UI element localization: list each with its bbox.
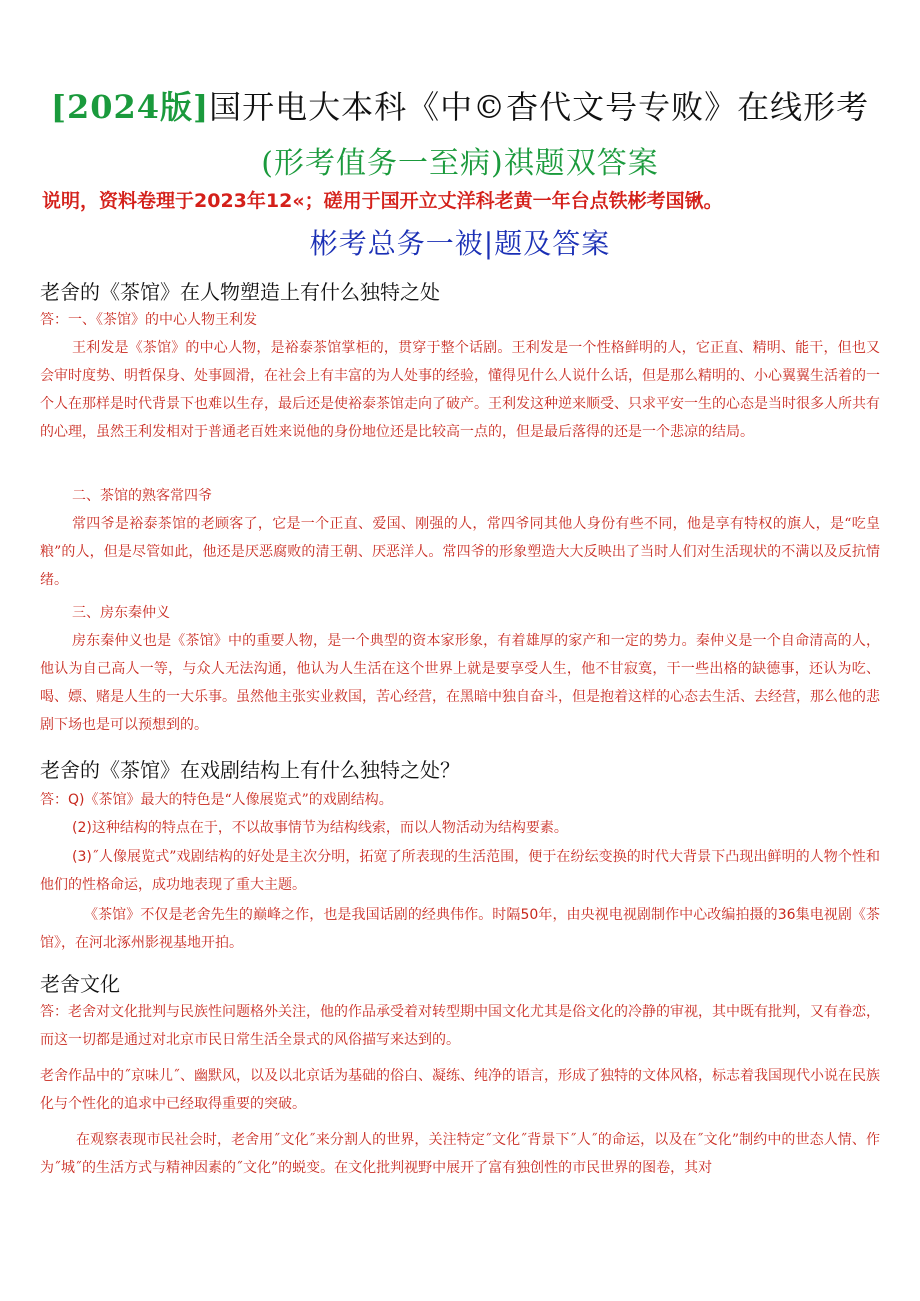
q2-point-3: (3)˝人像展览式”戏剧结构的好处是主次分明，拓宽了所表现的生活范围，便于在纷纭变换的时代大背景下凸现出鲜明的人物个性和他们的性格命运，成功地表现了重大主题。 (40, 849, 880, 893)
q1-subheading-chang-siye: 二、茶馆的熟客常四爷 (72, 488, 212, 504)
question-3-heading: 老舍文化 (40, 972, 120, 996)
q2-point-2: (2)这种结构的特点在于，不以故事情节为结构线索，而以人物活动为结构要素。 (72, 820, 568, 836)
q1-paragraph-qin-zhongyi: 房东秦仲义也是《茶馆》中的重要人物，是一个典型的资本家形象，有着雄厚的家产和一定的势力。秦仲义是一个自命清高的人，他认为自己高人一等，与众人无法沟通，他认为人生活在这个世界上就是要享受人生，他不甘寂寞，干一些出格的缺德事，还认为吃、喝、嫖、赌是人生的一大乐事。虽然他主张实业救国，苦心经营，在黑暗中独自奋斗，但是抱着这样的心态去生活、去经营，那么他的悲剧下场也是可以预想到的。 (40, 633, 880, 733)
q3-answer-paragraph-3: 在观察表现市民社会时，老舍用˝文化˝来分割人的世界，关注特定˝文化˝背景下˝人˝的命运，以及在˝文化”制约中的世态人情、作为˝城˝的生活方式与精神因素的˝文化”的蜕变。在文化批判视野中展开了富有独创性的市民世界的图卷，其对 (40, 1132, 880, 1176)
explanatory-note: 说明，资料卷理于2023年12«；磋用于国开立丈洋科老黄一年台点铁彬考国锹。 (42, 190, 723, 212)
title-year: [2024版] (50, 88, 210, 126)
q1-paragraph-wang-lifa: 王利发是《茶馆》的中心人物，是裕泰茶馆掌柜的，贯穿于整个话剧。王利发是一个性格鲜明的人，它正直、精明、能干，但也又会审时度势、明哲保身、处事圆滑，在社会上有丰富的为人处事的经验，懂得见什么人说什么话，但是那么精明的、小心翼翼生活着的一个人在那样是时代背景下也难以生存，最后还是使裕泰茶馆走向了破产。王利发这种逆来顺受、只求平安一生的心态是当时很多人所共有的心理，虽然王利发相对于普通老百姓来说他的身份地位还是比较高一点的，但是最后落得的还是一个悲凉的结局。 (40, 340, 880, 440)
title-line-2: (形考值务一至病)祺题双答案 (261, 146, 659, 181)
q2-point-1: 答：Q)《茶馆》最大的特色是“人像展览式”的戏剧结构。 (40, 792, 393, 808)
question-2-heading: 老舍的《茶馆》在戏剧结构上有什么独特之处？ (40, 758, 460, 782)
section-title: 彬考总务一被|题及答案 (309, 227, 611, 260)
q3-answer-paragraph-2: 老舍作品中的˝京味儿˝、幽默风，以及以北京话为基础的俗白、凝练、纯净的语言，形成了独特的文体风格，标志着我国现代小说在民族化与个性化的追求中已经取得重要的突破。 (40, 1068, 880, 1112)
q2-paragraph-tv-series: 《茶馆》不仅是老舍先生的巅峰之作，也是我国话剧的经典伟作。时隔50年，由央视电视剧制作中心改编拍摄的36集电视剧《茶馆》，在河北涿州影视基地开拍。 (40, 907, 881, 951)
question-1-heading: 老舍的《茶馆》在人物塑造上有什么独特之处 (40, 280, 440, 304)
title-line-1 (0, 82, 920, 128)
q1-paragraph-chang-siye: 常四爷是裕泰茶馆的老顾客了，它是一个正直、爱国、刚强的人，常四爷同其他人身份有些不同，他是享有特权的旗人，是“吃皇粮”的人，但是尽管如此，他还是厌恶腐败的清王朝、厌恶洋人。常四爷的形象塑造大大反映出了当时人们对生活现状的不满以及反抗情绪。 (40, 516, 880, 588)
q1-answer-intro: 答：一、《茶馆》的中心人物王利发 (40, 312, 257, 328)
q1-subheading-qin-zhongyi: 三、房东秦仲义 (72, 605, 170, 621)
q3-answer-paragraph-1: 答：老舍对文化批判与民族性问题格外关注，他的作品承受着对转型期中国文化尤其是俗文化的冷静的审视，其中既有批判，又有眷恋，而这一切都是通过对北京市民日常生活全景式的风俗描写来达到的。 (40, 1004, 880, 1048)
title-main: 国开电大本科《中©杳代文号专败》在线形考 (209, 88, 870, 126)
